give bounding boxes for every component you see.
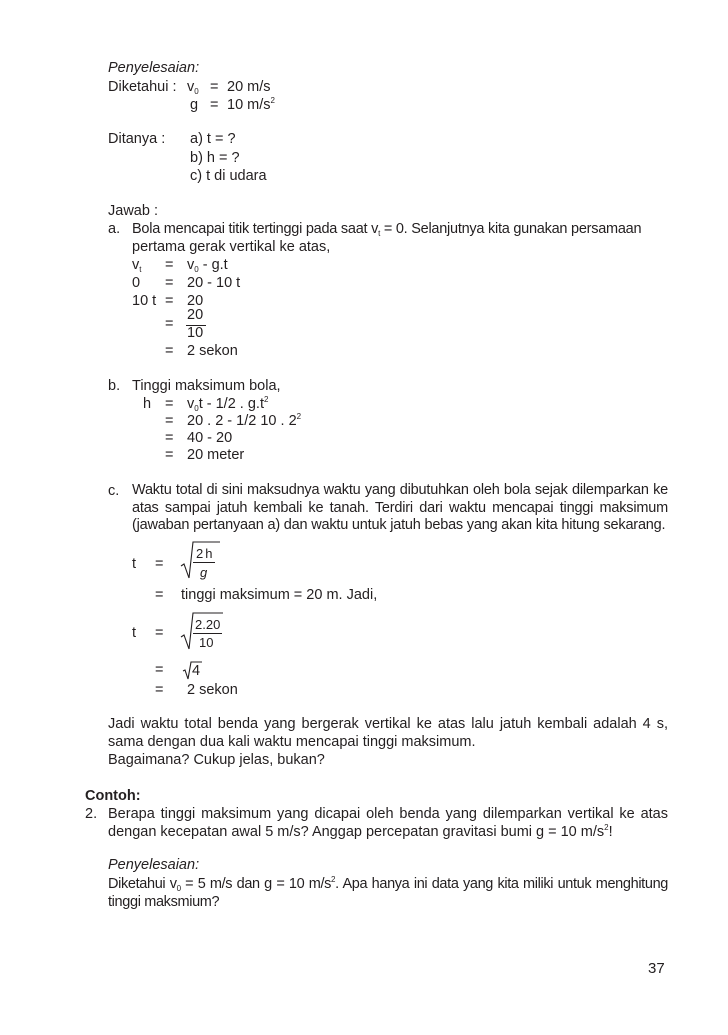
- example-heading: Contoh:: [85, 788, 141, 804]
- equals-sign: =: [165, 316, 174, 332]
- equals-sign: =: [165, 343, 174, 359]
- g-symbol: g: [190, 97, 199, 113]
- page-number: 37: [648, 960, 665, 977]
- asked-item: a) t = ?: [190, 131, 236, 147]
- result-c: 2 sekon: [187, 682, 238, 698]
- h-row: 20 . 2 - 1/2 10 . $2^2$: [187, 412, 302, 429]
- closing-line: Bagaimana? Cukup jelas, bukan?: [108, 752, 325, 768]
- h-row: $v_0t - 1/2$ . $g.t^2$: [187, 395, 269, 413]
- sqrt-denominator: g: [200, 565, 208, 580]
- example-given: Diketahui $v_0 = 5$ m/s dan g = 10 $m/s^2$. Apa hanya ini data yang kita miliki untuk menghitung tinggi maksmium?: [108, 875, 669, 910]
- fraction-bar: [193, 562, 215, 563]
- answer-label: Jawab :: [108, 203, 158, 219]
- asked-item: b) h = ?: [190, 150, 240, 166]
- equals-sign: =: [155, 662, 164, 678]
- conclusion-paragraph: Jadi waktu total benda yang bergerak vertikal ke atas lalu jatuh kembali adalah 4 s, sama dengan dua kali waktu mencapai tinggi maksimum.: [108, 716, 668, 750]
- vt-rhs: $v_0 - g.t$: [187, 257, 228, 274]
- equals-sign: =: [155, 556, 164, 572]
- vt-symbol: $v_t$: [132, 257, 142, 274]
- solution-heading: Penyelesaian:: [108, 60, 200, 76]
- h-row: 40 - 20: [187, 430, 233, 446]
- equals-sign: =: [155, 682, 164, 698]
- h-symbol: h: [143, 396, 152, 412]
- answer-a-line1: Bola mencapai titik tertinggi pada saat $v_t = 0$. Selanjutnya kita gunakan persamaan: [132, 221, 642, 238]
- equals-sign: =: [210, 79, 219, 95]
- equals-sign: =: [155, 625, 164, 641]
- answer-c-paragraph: Waktu total di sini maksudnya waktu yang dibutuhkan oleh bola sejak dilemparkan ke atas sampai jatuh kembali ke tanah. Terdiri dari waktu mencapai tinggi maksimum (jawaban pertanyaan a) dan waktu untuk jatuh bebas yang akan kita hitung sekarang.: [132, 482, 668, 533]
- fraction-numerator: 20: [187, 307, 204, 323]
- answer-b-title: Tinggi maksimum bola,: [132, 378, 281, 394]
- item-marker-a: a.: [108, 221, 121, 237]
- sqrt-denominator: 10: [199, 635, 214, 650]
- known-label: Diketahui :: [108, 79, 177, 95]
- equals-sign: =: [165, 447, 174, 463]
- eq-row-lhs: 10 t: [132, 293, 157, 309]
- equals-sign: =: [165, 257, 174, 273]
- example-solution-heading: Penyelesaian:: [108, 857, 200, 873]
- item-marker-c: c.: [108, 483, 120, 499]
- sqrt-numerator: 2.20: [195, 617, 221, 632]
- asked-item: c) t di udara: [190, 168, 267, 184]
- answer-a-line2: pertama gerak vertikal ke atas,: [132, 239, 331, 255]
- asked-label: Ditanya :: [108, 131, 166, 147]
- sqrt-numerator: 2h: [196, 546, 215, 561]
- eq-row-lhs: 0: [132, 275, 141, 291]
- h-row: 20 meter: [187, 447, 245, 463]
- sqrt-radicand: 4: [192, 663, 201, 679]
- fraction-denominator: 10: [187, 325, 204, 341]
- t-symbol: t: [132, 556, 137, 572]
- tinggi-line: tinggi maksimum = 20 m. Jadi,: [181, 587, 378, 603]
- equals-sign: =: [165, 293, 174, 309]
- equals-sign: =: [155, 587, 164, 603]
- example-number: 2.: [85, 806, 98, 822]
- equals-sign: =: [165, 396, 174, 412]
- v0-symbol: $v_0$: [187, 79, 199, 96]
- eq-row-rhs: 20: [187, 293, 204, 309]
- g-value: 10 $m/s^2$: [227, 96, 275, 113]
- t-symbol: t: [132, 625, 137, 641]
- v0-value: 20 m/s: [227, 79, 271, 95]
- example-question: Berapa tinggi maksimum yang dicapai oleh benda yang dilemparkan vertikal ke atas dengan kecepatan awal 5 m/s? Anggap percepatan gravitasi bumi g = 10 $m/s^2$!: [108, 806, 668, 840]
- equals-sign: =: [210, 97, 219, 113]
- eq-row-rhs: 20 - 10 t: [187, 275, 241, 291]
- equals-sign: =: [165, 430, 174, 446]
- equals-sign: =: [165, 275, 174, 291]
- equals-sign: =: [165, 413, 174, 429]
- result-a: 2 sekon: [187, 343, 238, 359]
- item-marker-b: b.: [108, 378, 121, 394]
